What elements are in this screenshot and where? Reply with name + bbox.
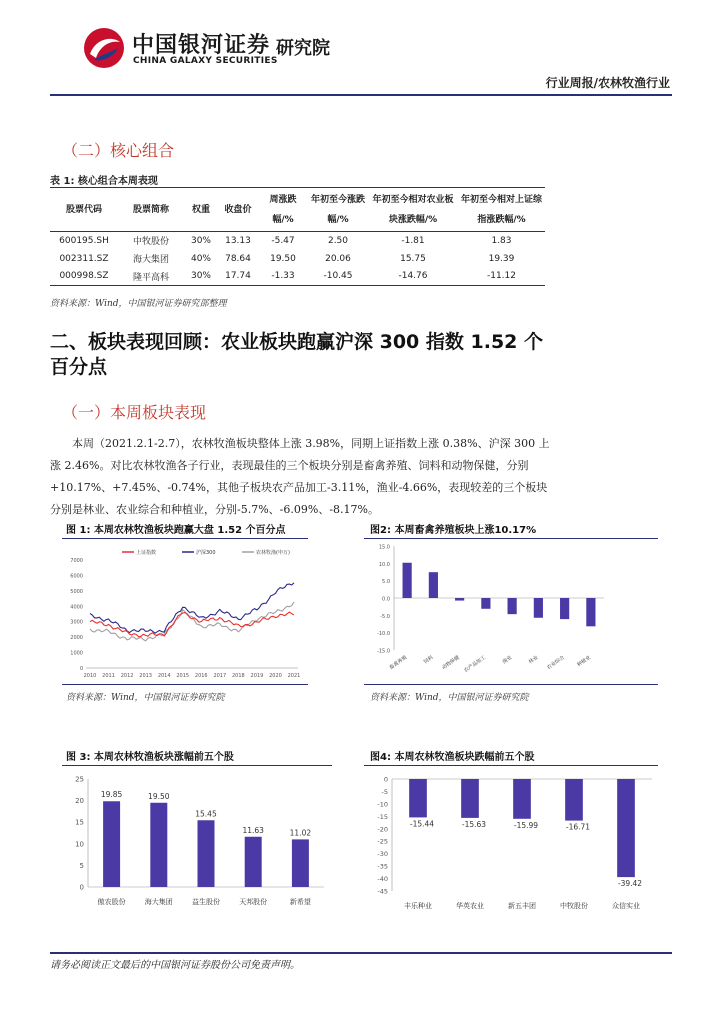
fig2-bar-chart xyxy=(364,540,658,682)
y-tick-label: -5 xyxy=(381,787,388,796)
y-tick-label: -10 xyxy=(377,800,388,809)
y-tick-label: -10.0 xyxy=(377,631,390,638)
legend-label: 沪深300 xyxy=(196,550,216,556)
category-label: 新希望 xyxy=(289,898,311,906)
page-header xyxy=(0,0,724,100)
bar xyxy=(461,779,479,818)
galaxy-logo-icon xyxy=(82,26,126,70)
institute-name: 研究院 xyxy=(276,38,330,59)
x-tick-label: 2015 xyxy=(176,673,190,679)
x-tick-label: 2018 xyxy=(231,673,245,679)
bar xyxy=(560,598,569,619)
table-cell: 78.64 xyxy=(225,253,251,264)
table-cell: 1.83 xyxy=(491,235,512,246)
table-cell: 2.50 xyxy=(327,235,349,246)
y-tick-label: -5.0 xyxy=(380,613,390,620)
header-divider xyxy=(50,94,672,96)
data-label: -15.44 xyxy=(409,819,435,829)
bar xyxy=(103,801,120,887)
col-header: 周涨跌幅/% xyxy=(269,194,297,225)
fig1-line-chart xyxy=(62,540,308,682)
series-line-1 xyxy=(90,583,294,633)
company-name-en: CHINA GALAXY SECURITIES xyxy=(133,56,278,66)
category-label: 农业综合 xyxy=(545,654,566,672)
x-tick-label: 2019 xyxy=(250,673,264,679)
bar xyxy=(409,779,427,817)
fig1-source: 资料来源：Wind，中国银河证券研究院 xyxy=(66,693,225,703)
bar xyxy=(150,803,167,887)
x-tick-label: 2012 xyxy=(120,673,134,679)
y-tick-label: 3000 xyxy=(70,619,83,626)
category-label: 林业 xyxy=(527,654,540,666)
bar xyxy=(245,837,262,887)
sector-heading: （一）本周板块表现 xyxy=(62,403,207,422)
col-header: 年初至今相对农业板块涨跌幅/% xyxy=(372,194,454,225)
category-label: 渔业 xyxy=(501,654,514,666)
fig1-title: 图 1: 本周农林牧渔板块跑赢大盘 1.52 个百分点 xyxy=(66,525,286,536)
y-tick-label: -15.0 xyxy=(377,648,390,655)
bar xyxy=(508,598,517,614)
fig3-top-rule xyxy=(62,765,332,766)
table-source: 资料来源：Wind，中国银河证券研究部整理 xyxy=(50,299,227,309)
category-label: 动物保健 xyxy=(440,654,461,672)
col-header: 权重 xyxy=(191,204,210,215)
col-header: 收盘价 xyxy=(224,204,252,215)
y-tick-label: 0 xyxy=(79,666,83,672)
y-tick-label: 4000 xyxy=(70,604,83,611)
y-tick-label: 1000 xyxy=(70,650,83,657)
y-tick-label: 7000 xyxy=(70,558,83,564)
y-tick-label: -30 xyxy=(377,850,388,859)
data-label: -16.71 xyxy=(565,822,591,832)
col-header: 年初至今相对上证综指涨跌幅/% xyxy=(460,194,542,225)
y-tick-label: 0.0 xyxy=(382,596,390,603)
table-cell: -14.76 xyxy=(398,271,428,282)
sector-paragraph: 本周（2021.2.1-2.7），农林牧渔板块整体上涨 3.98%，同期上证指数上涨 0.38%、沪深 300 上涨 2.46%。对比农林牧渔各子行业，表现最佳的三个板块分别是畜禽养殖、饲料和动物保健，分别+10.17%、+7.45%、-0.74%，其他子板块农产品加工-3.11%，渔业-4.66%，表现较差的三个板块分别是林业、农业综合和种植业，分别-5.7%、-6.09%、-8.17%。 xyxy=(50,437,550,516)
bar xyxy=(617,779,635,877)
data-label: 19.50 xyxy=(148,791,170,801)
fig4-bar-chart xyxy=(364,767,658,915)
y-tick-label: 0 xyxy=(383,775,388,784)
y-tick-label: -25 xyxy=(377,837,388,846)
table-cell: 海大集团 xyxy=(132,255,169,265)
fig3-title: 图 3: 本周农林牧渔板块涨幅前五个股 xyxy=(66,752,234,763)
table-cell: 19.39 xyxy=(488,253,515,264)
category-label: 傲农股份 xyxy=(97,898,126,906)
y-tick-label: -20 xyxy=(377,825,388,834)
bar xyxy=(403,563,412,598)
section-title: 二、板块表现回顾：农业板块跑赢沪深 300 指数 1.52 个百分点 xyxy=(50,331,543,378)
category-label: 丰乐种业 xyxy=(404,902,432,910)
table-cell: -1.81 xyxy=(401,235,425,246)
bar xyxy=(565,779,583,821)
x-tick-label: 2020 xyxy=(269,673,282,679)
table-cell: -11.12 xyxy=(486,271,516,282)
data-label: 19.85 xyxy=(100,790,123,800)
category-label: 天邦股份 xyxy=(239,898,268,906)
bar xyxy=(429,572,438,598)
table-cell: -10.45 xyxy=(323,271,353,282)
bar xyxy=(198,820,215,887)
category-label: 畜禽养殖 xyxy=(388,654,409,672)
table-cell: 17.74 xyxy=(225,271,251,282)
x-tick-label: 2011 xyxy=(102,673,115,679)
company-name: 中国银河证券 xyxy=(132,33,271,58)
fig4-top-rule xyxy=(364,765,658,766)
category-label: 中牧股份 xyxy=(560,902,588,910)
y-tick-label: 5 xyxy=(79,861,84,870)
category-label: 农产品加工 xyxy=(463,654,488,674)
x-tick-label: 2016 xyxy=(194,673,208,679)
table-cell: 19.50 xyxy=(270,253,296,264)
col-header: 股票代码 xyxy=(65,204,102,215)
y-tick-label: 20 xyxy=(75,797,84,806)
disclaimer-note: 请务必阅读正文最后的中国银河证券股份公司免责声明。 xyxy=(50,960,300,971)
table-caption: 表 1: 核心组合本周表现 xyxy=(50,176,158,187)
y-tick-label: 10.0 xyxy=(378,561,390,568)
y-tick-label: 25 xyxy=(75,775,84,784)
bar xyxy=(513,779,531,819)
table-cell: 000998.SZ xyxy=(59,271,109,282)
table-cell: 13.13 xyxy=(225,235,251,246)
category-label: 饲料 xyxy=(422,654,435,666)
table-cell: 600195.SH xyxy=(59,235,109,246)
y-tick-label: -40 xyxy=(377,875,388,884)
fig1-bottom-rule xyxy=(62,684,308,685)
report-type: 行业周报/农林牧渔行业 xyxy=(545,76,670,90)
data-label: -15.99 xyxy=(513,820,539,830)
col-header: 股票简称 xyxy=(132,204,169,215)
y-tick-label: -45 xyxy=(377,887,388,896)
table-cell: 30% xyxy=(190,235,211,246)
table-cell: 隆平高科 xyxy=(132,272,169,283)
x-tick-label: 2014 xyxy=(157,673,171,679)
fig1-top-rule xyxy=(62,538,308,539)
category-label: 新五丰团 xyxy=(508,902,536,910)
footer-divider xyxy=(50,952,672,954)
category-label: 华英农业 xyxy=(456,902,484,910)
data-label: 11.63 xyxy=(242,825,264,835)
table-cell: 20.06 xyxy=(325,253,351,264)
core-portfolio-heading: （二）核心组合 xyxy=(62,141,175,160)
bar xyxy=(292,839,309,887)
legend-label: 上证指数 xyxy=(136,550,157,556)
core-portfolio-table xyxy=(50,187,545,286)
table-cell: -1.33 xyxy=(271,271,295,282)
x-tick-label: 2021 xyxy=(287,673,301,679)
data-label: -39.42 xyxy=(617,879,643,889)
data-label: 15.45 xyxy=(195,809,217,819)
col-header: 年初至今涨跌幅/% xyxy=(310,194,365,225)
y-tick-label: 2000 xyxy=(70,635,83,642)
bar xyxy=(586,598,595,626)
series-line-0 xyxy=(90,612,294,637)
bar xyxy=(455,598,464,601)
x-tick-label: 2017 xyxy=(213,673,227,679)
y-tick-label: 10 xyxy=(75,840,84,849)
fig2-bottom-rule xyxy=(364,684,658,685)
bar xyxy=(481,598,490,609)
category-label: 益生股份 xyxy=(192,898,220,906)
fig2-title: 图2: 本周畜禽养殖板块上涨10.17% xyxy=(370,525,537,536)
table-cell: 中牧股份 xyxy=(132,237,169,248)
y-tick-label: 15.0 xyxy=(378,544,390,551)
x-tick-label: 2010 xyxy=(83,673,97,679)
table-cell: 30% xyxy=(190,271,211,282)
table-cell: -5.47 xyxy=(271,235,295,246)
fig3-bar-chart xyxy=(62,767,332,915)
bar xyxy=(534,598,543,618)
table-cell: 15.75 xyxy=(400,253,426,264)
y-tick-label: 15 xyxy=(75,818,84,827)
y-tick-label: 5000 xyxy=(70,588,83,595)
table-cell: 002311.SZ xyxy=(59,253,109,264)
y-tick-label: 5.0 xyxy=(382,579,390,586)
fig2-top-rule xyxy=(364,538,658,539)
legend-label: 农林牧渔(申万) xyxy=(256,550,290,556)
data-label: 11.02 xyxy=(289,828,312,838)
y-tick-label: -35 xyxy=(377,862,388,871)
y-tick-label: 0 xyxy=(79,883,84,892)
table-row xyxy=(50,250,545,268)
table-row xyxy=(50,232,545,250)
y-tick-label: -15 xyxy=(377,812,388,821)
category-label: 众信实业 xyxy=(612,902,640,910)
x-tick-label: 2013 xyxy=(139,673,153,679)
y-tick-label: 6000 xyxy=(70,573,83,580)
fig4-title: 图4: 本周农林牧渔板块跌幅前五个股 xyxy=(370,752,535,763)
category-label: 种植业 xyxy=(576,654,593,669)
data-label: -15.63 xyxy=(461,819,487,829)
table-row xyxy=(50,268,545,286)
category-label: 海大集团 xyxy=(144,898,173,906)
series-line-2 xyxy=(90,602,294,641)
fig2-source: 资料来源：Wind，中国银河证券研究院 xyxy=(370,693,529,703)
table-cell: 40% xyxy=(190,253,211,264)
